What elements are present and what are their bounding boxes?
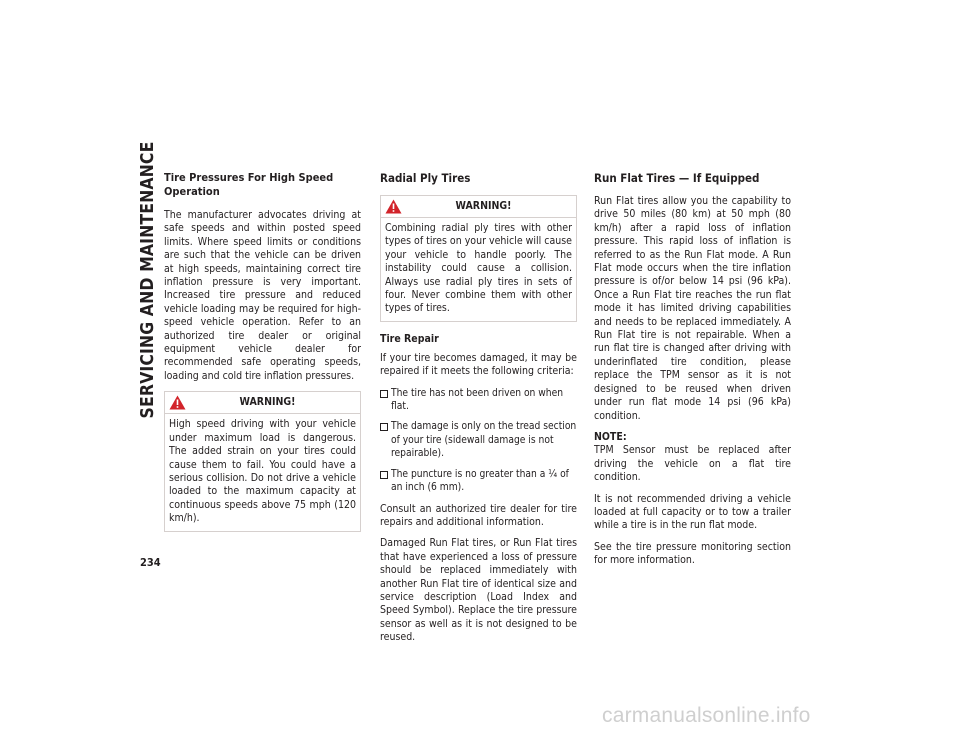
warning-header [381, 196, 576, 218]
warning-box-radial-ply [380, 195, 577, 322]
repair-criteria-list [380, 387, 577, 495]
page-number: 234 [140, 556, 161, 569]
column-3 [594, 171, 791, 576]
checkbox-bullet-icon [380, 423, 388, 431]
warning-title: WARNING! [455, 200, 512, 212]
paragraph-high-speed: The manufacturer advocates driving at safe speeds and within posted speed limits. Where speed limits or conditions are such that the vehicle can be driven at high speeds, maintaining correct tire inflation pressure is very important. Increased tire pressure and reduced vehicle loading may be required for high-speed vehicle operation. Refer to an authorized tire dealer or original equipment vehicle dealer for recommended safe operating speeds, loading and cold tire inflation pressures. [164, 209, 361, 382]
warning-box-high-speed [164, 391, 361, 531]
checkbox-bullet-icon [380, 390, 388, 398]
note-text: TPM Sensor must be replaced after driving the vehicle on a flat tire condition. [594, 444, 791, 484]
warning-title: WARNING! [239, 396, 296, 409]
paragraph-damaged-run-flat: Damaged Run Flat tires, or Run Flat tires that have experienced a loss of pressure should be replaced immediately with another Run Flat tire of identical size and service description (Load Index and Speed Symbol). Replace the tire pressure sensor as well as it is not designed to be reused. [380, 537, 577, 644]
subheading-tire-repair: Tire Repair [380, 332, 439, 345]
section-title-text: SERVICING AND MAINTENANCE [138, 141, 158, 419]
list-item: The puncture is no greater than a ¼ of an inch (6 mm). [380, 468, 577, 495]
warning-triangle-icon [385, 199, 402, 214]
heading-radial-ply: Radial Ply Tires [380, 171, 471, 185]
heading-run-flat: Run Flat Tires — If Equipped [594, 171, 760, 185]
list-item: The damage is only on the tread section of your tire (sidewall damage is not repairable). [380, 420, 577, 460]
watermark-text: carmanualsonline.info [602, 704, 811, 727]
section-side-title [136, 141, 160, 419]
list-item: The tire has not been driven on when flat. [380, 387, 577, 414]
column-2 [380, 171, 577, 653]
paragraph-towing: It is not recommended driving a vehicle loaded at full capacity or to tow a trailer while a tire is in the run flat mode. [594, 492, 791, 532]
paragraph-see-tpm: See the tire pressure monitoring section for more information. [594, 540, 791, 567]
heading-high-speed: Tire Pressures For High Speed Operation [164, 171, 334, 198]
paragraph-repair-intro: If your tire becomes damaged, it may be repaired if it meets the following criteria: [380, 351, 577, 378]
checkbox-bullet-icon [380, 471, 388, 479]
note-block [594, 431, 791, 485]
warning-text: High speed driving with your vehicle under maximum load is dangerous. The added strain on your tires could cause them to fail. You could have a serious collision. Do not drive a vehicle loaded to the maximum capacity at continuous speeds above 75 mph (120 km/h). [169, 418, 356, 525]
column-1 [164, 171, 361, 542]
warning-triangle-icon [169, 395, 186, 410]
paragraph-run-flat: Run Flat tires allow you the capability to drive 50 miles (80 km) at 50 mph (80 km/h) after a rapid loss of inflation pressure. This rapid loss of inflation is referred to as the Run Flat mode. A Run Flat mode occurs when the tire inflation pressure is of/or below 14 psi (96 kPa). Once a Run Flat tire reaches the run flat mode it has limited driving capabilities and needs to be replaced immediately. A Run Flat tire is not repairable. When a run flat tire is changed after driving with underinflated tire condition, please replace the TPM sensor as it is not designed to be reused when driven under run flat mode 14 psi (96 kPa) condition. [594, 195, 791, 422]
warning-header [165, 392, 360, 414]
paragraph-consult-dealer: Consult an authorized tire dealer for tire repairs and additional information. [380, 502, 577, 528]
note-label: NOTE: [594, 430, 627, 443]
warning-text: Combining radial ply tires with other types of tires on your vehicle will cause your vehicle to handle poorly. The instability could cause a collision. Always use radial ply tires in sets of four. Never combine them with other types of tires. [385, 222, 572, 315]
